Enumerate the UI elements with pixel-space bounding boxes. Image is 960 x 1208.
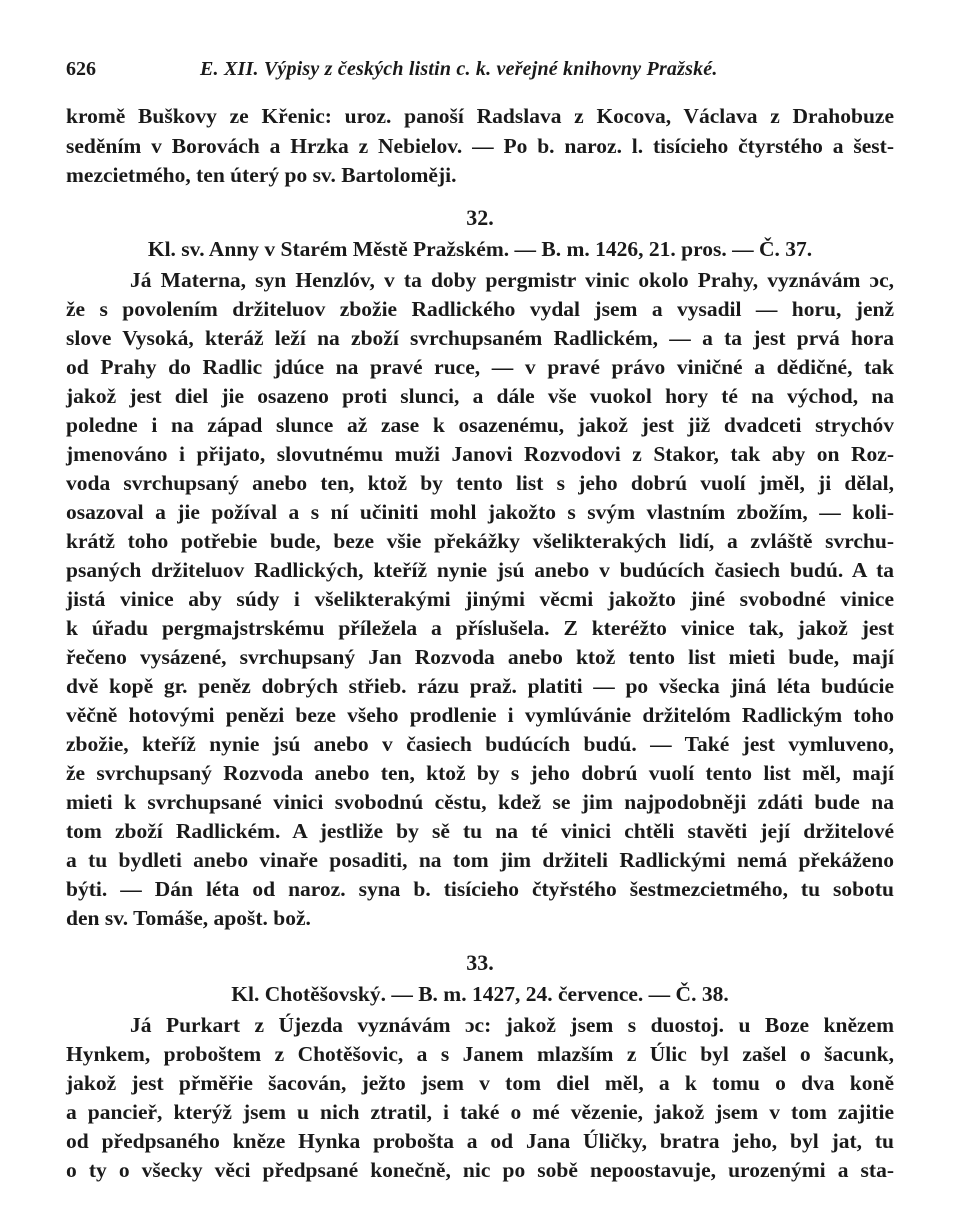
text-line: mezcietmého, ten úterý po sv. Bartoloměji. — [66, 163, 457, 187]
text-line: psaných držiteluov Radlických, kteříž nynie jsú anebo v budúcích časiech budú. A ta — [66, 558, 894, 582]
text-line: od předpsaného kněze Hynka probošta a od Jana Úličky, bratra jeho, byl jat, tu — [66, 1129, 894, 1153]
page-header — [66, 58, 896, 88]
document-number: 32. — [466, 205, 494, 230]
text-line: jakož jest přměřie šacován, ježto jsem v tom diel měl, a k tomu o dva koně — [66, 1071, 894, 1095]
text-line: Hynkem, proboštem z Chotěšovic, a s Janem mlazším z Úlic byl zašel o šacunk, — [66, 1042, 894, 1066]
text-line: řečeno vysázené, svrchupsaný Jan Rozvoda anebo ktož tento list mieti bude, mají — [66, 645, 894, 669]
text-line: slove Vysoká, kteráž leží na zboží svrchupsaném Radlickém, — a ta jest prvá hora — [66, 326, 894, 350]
text-line: jakož jest diel jie osazeno proti slunci, a dále vše vuokol hory té na východ, na — [66, 384, 894, 408]
document-source: Kl. sv. Anny v Starém Městě Pražském. — B. m. 1426, 21. pros. — Č. 37. — [147, 237, 813, 261]
text-line: býti. — Dán léta od naroz. syna b. tisícieho čtyřstého šestmezcietmého, tu sobotu — [66, 877, 894, 901]
text-line: kromě Buškovy ze Křenic: uroz. panoší Radslava z Kocova, Václava z Drahobuze — [66, 104, 894, 128]
text-line: a pancieř, kterýž jsem u nich ztratil, i také o mé vězenie, jakož jsem v tom zajitie — [66, 1100, 894, 1124]
text-line: seděním v Borovách a Hrzka z Nebielov. — Po b. naroz. l. tisícieho čtyrstého a šest- — [66, 134, 894, 158]
document-source: Kl. Chotěšovský. — B. m. 1427, 24. července. — Č. 38. — [231, 982, 729, 1006]
text-line: krátž toho potřebie bude, beze všie překážky všelikterakých lidí, a zvláště svrchu- — [66, 529, 894, 553]
text-line: poledne i na západ slunce až zase k osazenému, jakož jest již dvadceti strychóv — [66, 413, 894, 437]
text-line: o ty o všecky věci předpsané konečně, nic po sobě nepoostavuje, urozenými a sta- — [66, 1158, 894, 1182]
text-line: a tu bydleti anebo vinaře posaditi, na tom jim držiteli Radlickými nemá překáženo — [66, 848, 894, 872]
text-line: že s povolením držiteluov zbožie Radlického vydal jsem a vysadil — horu, jenž — [66, 297, 894, 321]
text-line: tom zboží Radlickém. A jestliže by sě tu na té vinici chtěli stavěti její držitelové — [66, 819, 894, 843]
text-line: Já Purkart z Újezda vyznávám ɔc: jakož jsem s duostoj. u Boze knězem — [130, 1013, 894, 1037]
text-line: zbožie, kteříž nynie jsú anebo v časiech budúcích budú. — Také jest vymluveno, — [66, 732, 894, 756]
text-line: Já Materna, syn Henzlóv, v ta doby pergmistr vinic okolo Prahy, vyznávám ɔc, — [130, 268, 894, 292]
running-head: E. XII. Výpisy z českých listin c. k. veřejné knihovny Pražské. — [200, 58, 718, 80]
document-number: 33. — [466, 950, 494, 975]
text-line: mieti k svrchupsané vinici svobodnú cěstu, kdež se jim najpodobněji zdáti bude na — [66, 790, 894, 814]
text-line: věčně hotovými penězi beze všeho prodlenie i vymlúvánie držitelóm Radlickým toho — [66, 703, 894, 727]
text-line: jistá vinice aby súdy i všelikterakými jinými věcmi jakožto jiné svobodné vinice — [66, 587, 894, 611]
text-line: den sv. Tomáše, apošt. bož. — [66, 906, 311, 930]
text-line: voda svrchupsaný anebo ten, ktož by tento list s jeho dobrú vuolí jměl, ji dělal, — [66, 471, 894, 495]
text-line: osazoval a jie požíval a s ní učiniti mohl jakožto s svým vlastním zbožím, — koli- — [66, 500, 894, 524]
text-line: že svrchupsaný Rozvoda anebo ten, ktož by s jeho dobrú vuolí tento list měl, mají — [66, 761, 894, 785]
text-line: dvě kopě gr. peněz dobrých střieb. rázu praž. platiti — po všecka jiná léta budúcie — [66, 674, 894, 698]
text-line: jmenováno i přijato, slovutnému muži Janovi Rozvodovi z Stakor, tak aby on Roz- — [66, 442, 894, 466]
text-line: od Prahy do Radlic jdúce na pravé ruce, — v pravé právo viničné a dědičné, tak — [66, 355, 894, 379]
page-number: 626 — [66, 58, 96, 80]
text-line: k úřadu pergmajstrskému příležela a příslušela. Z kteréžto vinice tak, jakož jest — [66, 616, 894, 640]
